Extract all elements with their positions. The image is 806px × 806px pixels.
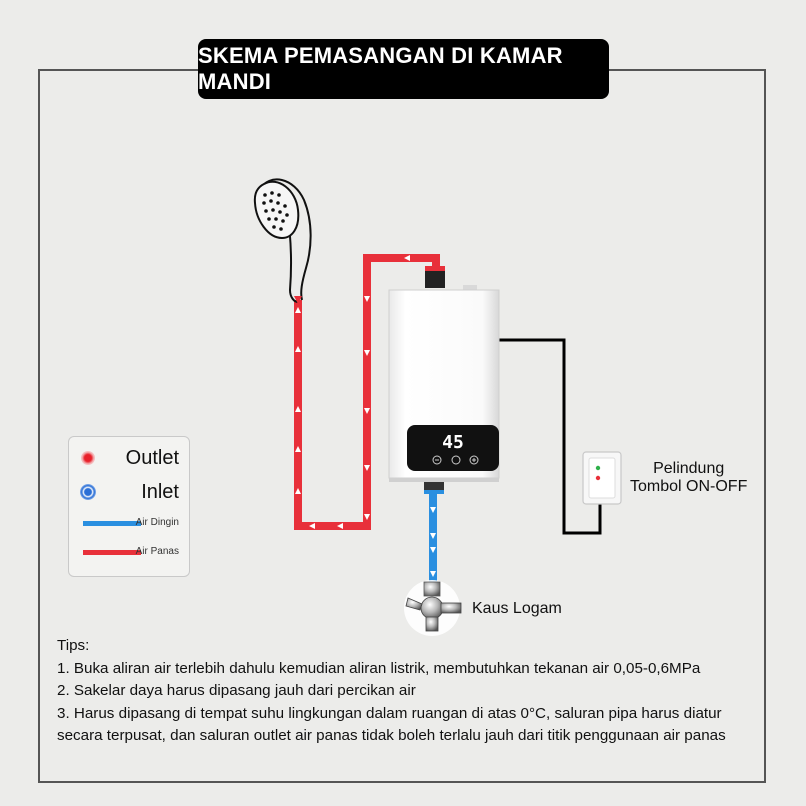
indicator-red-icon [596,476,600,480]
legend-inlet-label: Inlet [141,481,179,503]
tips-heading: Tips: [57,637,90,654]
page-title: SKEMA PEMASANGAN DI KAMAR MANDI [198,43,563,94]
tip-item-1: 1. Buka aliran air terlebih dahulu kemudian aliran listrik, membutuhkan tekanan air 0,05-0,6MPa [57,659,701,677]
temperature-readout: 45 [442,432,464,453]
inlet-dot-icon [80,484,96,500]
cold-water-pipe [430,492,436,583]
switch-box [583,452,621,504]
outlet-dot-icon [81,451,95,465]
switch-label [630,460,747,496]
tip-item-2: 2. Sakelar daya harus dipasang jauh dari percikan air [57,682,416,699]
legend [68,436,190,577]
legend-hot-label: Air Panas [135,546,179,557]
tip-item-3: 3. Harus dipasang di tempat suhu lingkungan dalam ruangan di atas 0°C, saluran pipa harus diatur secara terpusat, dan saluran outlet air panas tidak boleh terlalu jauh dari titik penggunaan air panas [57,704,726,744]
shower-head-icon [255,179,311,304]
indicator-green-icon [596,466,600,470]
switch-label-line1: Pelindung [653,460,725,477]
switch-label-line2: Tombol ON-OFF [630,478,748,495]
angle-valve-icon [404,580,461,636]
hot-line-icon [83,550,141,555]
water-heater [389,266,499,494]
valve-label: Kaus Logam [472,600,562,617]
legend-cold-label: Air Dingin [135,517,179,528]
tips-section [57,635,757,748]
cold-line-icon [83,521,141,526]
legend-outlet-label: Outlet [125,447,179,469]
